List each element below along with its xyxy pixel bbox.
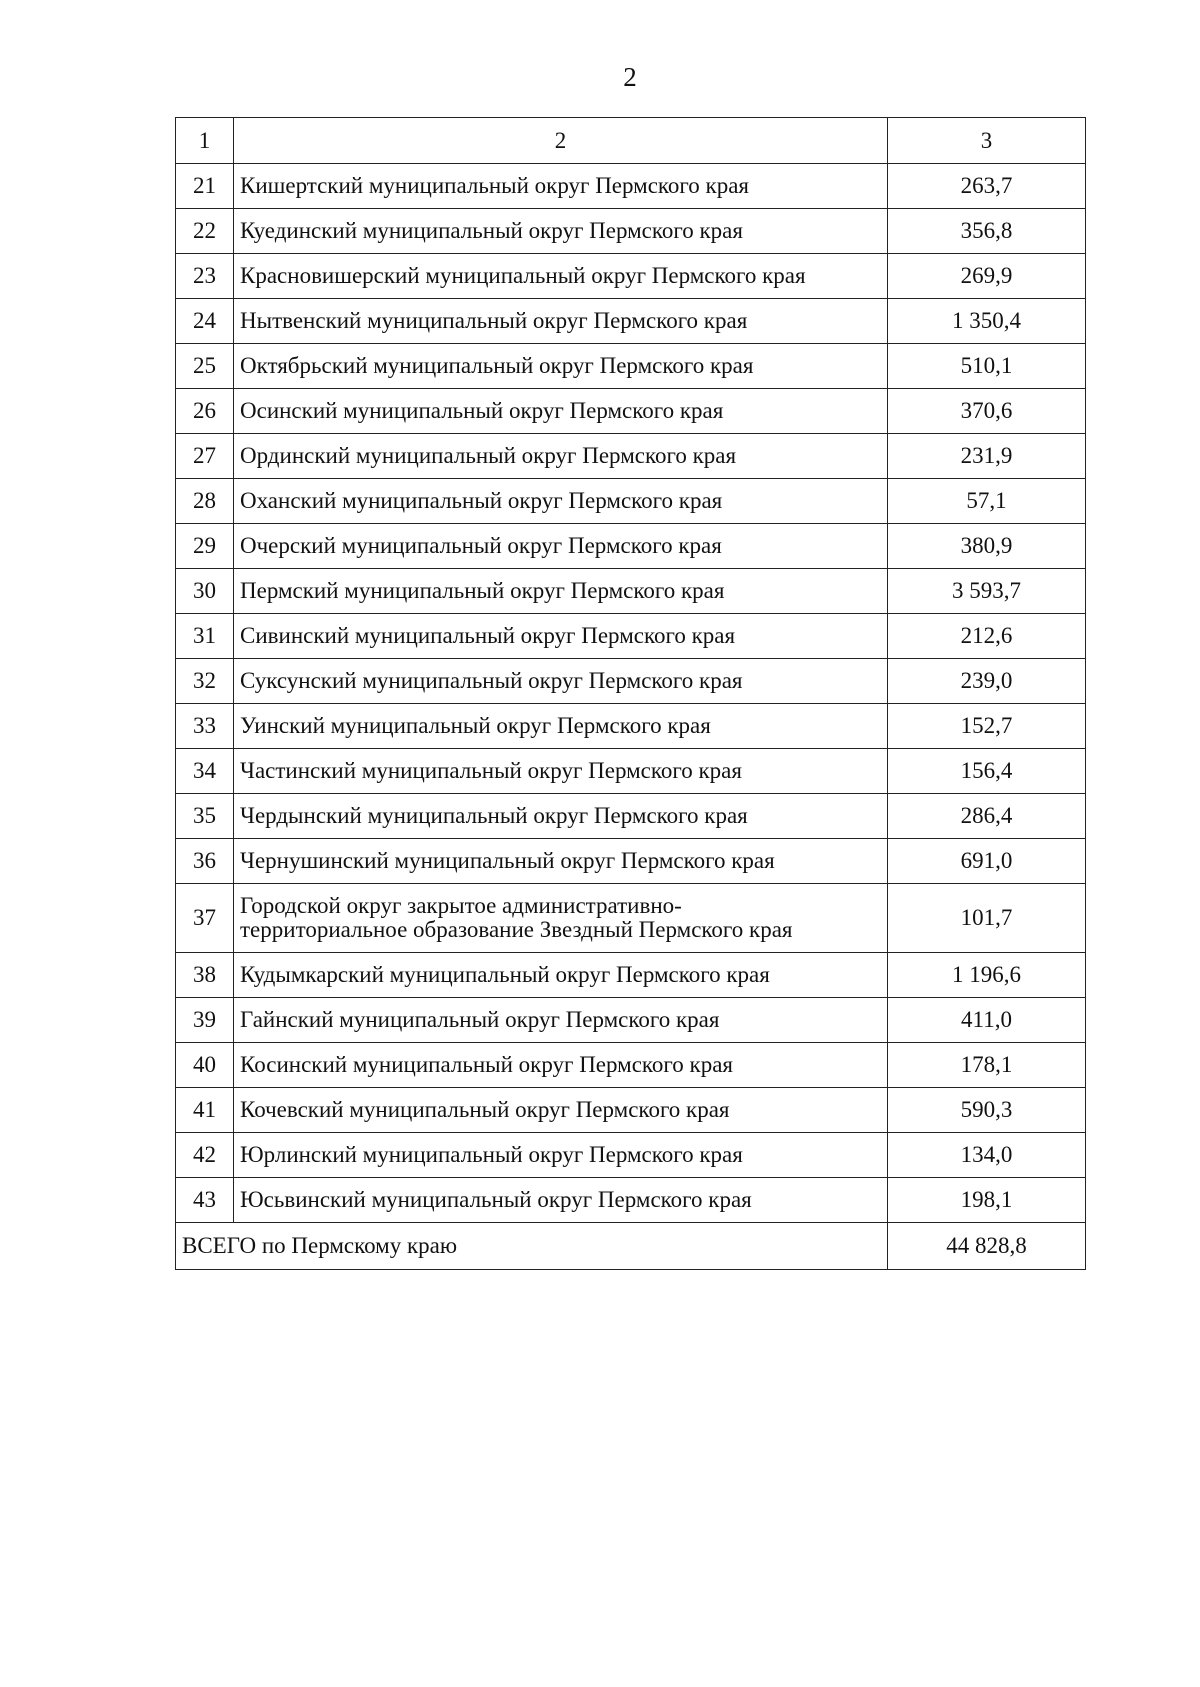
table-row: [176, 479, 1086, 524]
row-municipality-name-line-2: территориальное образование Звездный Пермского края: [240, 917, 793, 942]
row-municipality-name: Пермский муниципальный округ Пермского края: [234, 569, 888, 614]
row-number: 22: [176, 209, 234, 254]
table-row: [176, 953, 1086, 998]
total-row: [176, 1223, 1086, 1270]
row-number: 28: [176, 479, 234, 524]
row-value: 411,0: [888, 998, 1086, 1043]
table-row: [176, 704, 1086, 749]
row-municipality-name: Красновишерский муниципальный округ Пермского края: [234, 254, 888, 299]
table-row: [176, 434, 1086, 479]
row-number: 30: [176, 569, 234, 614]
row-municipality-name: Чернушинский муниципальный округ Пермского края: [234, 839, 888, 884]
row-municipality-name: Куединский муниципальный округ Пермского края: [234, 209, 888, 254]
row-value: 590,3: [888, 1088, 1086, 1133]
row-number: 29: [176, 524, 234, 569]
row-municipality-name: Нытвенский муниципальный округ Пермского края: [234, 299, 888, 344]
row-number: 23: [176, 254, 234, 299]
row-municipality-name: Очерский муниципальный округ Пермского края: [234, 524, 888, 569]
table-row: [176, 254, 1086, 299]
row-number: 26: [176, 389, 234, 434]
table-row: [176, 1088, 1086, 1133]
row-number: 33: [176, 704, 234, 749]
row-number: 42: [176, 1133, 234, 1178]
table-row: [176, 1133, 1086, 1178]
row-number: 32: [176, 659, 234, 704]
row-municipality-name-line-1: Городской округ закрытое административно-: [240, 893, 682, 918]
table-row: [176, 659, 1086, 704]
table-row: [176, 569, 1086, 614]
row-municipality-name: Осинский муниципальный округ Пермского края: [234, 389, 888, 434]
row-value: 286,4: [888, 794, 1086, 839]
row-municipality-name: Юсьвинский муниципальный округ Пермского края: [234, 1178, 888, 1223]
table-row: [176, 839, 1086, 884]
row-municipality-name: Ординский муниципальный округ Пермского края: [234, 434, 888, 479]
row-number: 40: [176, 1043, 234, 1088]
page-number: 2: [623, 62, 637, 92]
row-number: 21: [176, 164, 234, 209]
total-value: 44 828,8: [888, 1223, 1086, 1270]
row-value: 156,4: [888, 749, 1086, 794]
total-label: ВСЕГО по Пермскому краю: [176, 1223, 888, 1270]
row-municipality-name: Гайнский муниципальный округ Пермского края: [234, 998, 888, 1043]
row-municipality-name: [234, 884, 888, 953]
row-value: 3 593,7: [888, 569, 1086, 614]
row-value: 239,0: [888, 659, 1086, 704]
row-municipality-name: Уинский муниципальный округ Пермского края: [234, 704, 888, 749]
table-row: [176, 209, 1086, 254]
row-value: 380,9: [888, 524, 1086, 569]
table-row: [176, 749, 1086, 794]
row-value: 198,1: [888, 1178, 1086, 1223]
row-number: 34: [176, 749, 234, 794]
row-number: 39: [176, 998, 234, 1043]
table-row: [176, 1178, 1086, 1223]
table-row: [176, 299, 1086, 344]
table-row: [176, 794, 1086, 839]
row-value: 1 350,4: [888, 299, 1086, 344]
table-row: [176, 389, 1086, 434]
table-header-row: [176, 118, 1086, 164]
column-header-name: 2: [234, 118, 888, 164]
row-municipality-name: Чердынский муниципальный округ Пермского края: [234, 794, 888, 839]
row-value: 370,6: [888, 389, 1086, 434]
table-row: [176, 614, 1086, 659]
row-number: 36: [176, 839, 234, 884]
row-municipality-name: Юрлинский муниципальный округ Пермского края: [234, 1133, 888, 1178]
row-value: 101,7: [888, 884, 1086, 953]
row-municipality-name: Октябрьский муниципальный округ Пермского края: [234, 344, 888, 389]
row-municipality-name: Сивинский муниципальный округ Пермского края: [234, 614, 888, 659]
row-municipality-name: Оханский муниципальный округ Пермского края: [234, 479, 888, 524]
table-row: [176, 524, 1086, 569]
row-value: 178,1: [888, 1043, 1086, 1088]
row-value: 691,0: [888, 839, 1086, 884]
row-value: 269,9: [888, 254, 1086, 299]
row-number: 37: [176, 884, 234, 953]
row-municipality-name: Частинский муниципальный округ Пермского края: [234, 749, 888, 794]
allocation-table: [175, 117, 1086, 1270]
column-header-value: 3: [888, 118, 1086, 164]
table-row: [176, 344, 1086, 389]
row-number: 27: [176, 434, 234, 479]
column-header-number: 1: [176, 118, 234, 164]
row-number: 43: [176, 1178, 234, 1223]
row-number: 38: [176, 953, 234, 998]
row-municipality-name: Косинский муниципальный округ Пермского края: [234, 1043, 888, 1088]
row-value: 263,7: [888, 164, 1086, 209]
row-municipality-name: Кудымкарский муниципальный округ Пермского края: [234, 953, 888, 998]
row-value: 57,1: [888, 479, 1086, 524]
row-value: 212,6: [888, 614, 1086, 659]
row-value: 231,9: [888, 434, 1086, 479]
row-number: 35: [176, 794, 234, 839]
row-value: 152,7: [888, 704, 1086, 749]
row-number: 25: [176, 344, 234, 389]
row-municipality-name: Кочевский муниципальный округ Пермского края: [234, 1088, 888, 1133]
row-number: 41: [176, 1088, 234, 1133]
row-number: 24: [176, 299, 234, 344]
table-row: [176, 884, 1086, 953]
table-row: [176, 164, 1086, 209]
row-municipality-name: Кишертский муниципальный округ Пермского края: [234, 164, 888, 209]
row-municipality-name: Суксунский муниципальный округ Пермского края: [234, 659, 888, 704]
row-value: 510,1: [888, 344, 1086, 389]
row-value: 1 196,6: [888, 953, 1086, 998]
row-value: 134,0: [888, 1133, 1086, 1178]
row-number: 31: [176, 614, 234, 659]
table-row: [176, 1043, 1086, 1088]
table-row: [176, 998, 1086, 1043]
row-value: 356,8: [888, 209, 1086, 254]
